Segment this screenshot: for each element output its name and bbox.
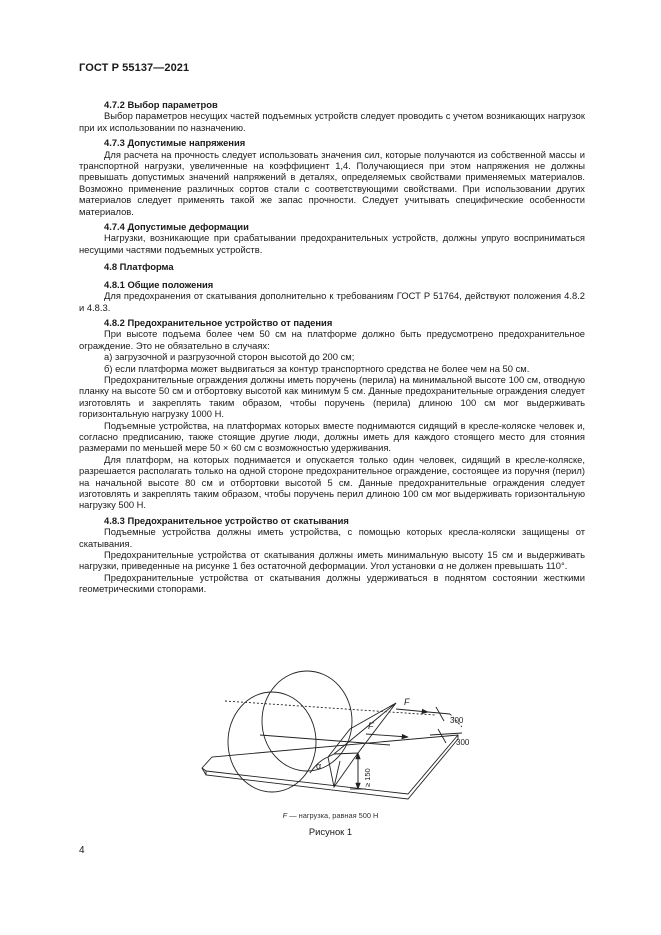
paragraph: Для расчета на прочность следует использовать значения сил, которые получаются из собственной массы и транспортной нагрузки, увеличенные на коэффициент 1,4. Получающиеся при этом напряжения не должны превышать допустимых значений напряжений в деталях, определяемых свойствами применяемых материалов. Возможно применение различных сортов стали с соответствующими свойствами. При использовании других материалов следует применять такой же запас прочности. Следует учитывать специфические особенности материалов.: [79, 148, 585, 217]
caption-text: — нагрузка, равная 500 Н: [287, 811, 379, 820]
paragraph: При высоте подъема более чем 50 см на платформе должно быть предусмотрено предохранительное ограждение. Это не обязательно в случаях:: [79, 328, 585, 351]
document-body: [79, 95, 585, 595]
label-F-top: F: [404, 697, 410, 707]
label-alpha: α: [316, 761, 322, 771]
paragraph: Нагрузки, возникающие при срабатывании предохранительных устройств, должны упруго восприниматься несущими частями подъемных устройств.: [79, 232, 585, 255]
figure-1: [200, 665, 470, 815]
figure-caption: [0, 811, 661, 820]
paragraph: Для платформ, на которых поднимается и опускается только один человек, сидящий в кресле-коляске, разрешается располагать только на одной стороне предохранительное ограждение, состоящее из поручня (перил) на начальной высоте 80 см и отбортовки высотой 5 см. Данные предохранительные ограждения следует изготовлять и закреплять таким образом, чтобы поручень перил длиною 100 см мог выдерживать горизонтальную нагрузку 500 Н.: [79, 453, 585, 511]
document-header: ГОСТ Р 55137—2021: [79, 62, 190, 74]
list-item: б) если платформа может выдвигаться за контур транспортного средства не более чем на 50 см.: [104, 362, 530, 374]
section-heading: 4.8.3 Предохранительное устройство от скатывания: [104, 514, 349, 526]
figure-1-drawing: [200, 665, 470, 815]
label-F-bottom: F: [368, 721, 374, 731]
section-heading: 4.7.3 Допустимые напряжения: [104, 137, 246, 149]
page-number: 4: [79, 845, 85, 856]
dim-150: ≥ 150: [363, 768, 372, 787]
paragraph: Для предохранения от скатывания дополнительно к требованиям ГОСТ Р 51764, действуют положения 4.8.2 и 4.8.3.: [79, 290, 585, 313]
caption-symbol: F: [282, 811, 288, 820]
section-heading: 4.7.4 Допустимые деформации: [104, 221, 249, 233]
section-heading: 4.8.2 Предохранительное устройство от падения: [104, 316, 333, 328]
paragraph: Выбор параметров несущих частей подъемных устройств следует проводить с учетом возникающих нагрузок при их использовании по назначению.: [79, 110, 585, 133]
list-item: а) загрузочной и разгрузочной сторон высотой до 200 см;: [104, 351, 355, 363]
wheel-front: [228, 692, 316, 792]
stopper-flap: [328, 703, 396, 757]
paragraph: Подъемные устройства, на платформах которых вместе поднимаются сидящий в кресле-коляске человек и, согласно предписанию, также стоящие другие люди, должны иметь для каждого стоящего место для стояния размерами по меньшей мере 50 × 60 см с возможностью удерживания.: [79, 419, 585, 454]
paragraph: Подъемные устройства должны иметь устройства, с помощью которых кресла-коляски защищены от скатывания.: [79, 526, 585, 549]
paragraph: Предохранительные устройства от скатывания должны удерживаться в поднятом состоянии жесткими геометрическими стопорами.: [79, 571, 585, 595]
section-heading: 4.7.2 Выбор параметров: [104, 99, 218, 110]
section-heading: 4.8.1 Общие положения: [104, 278, 214, 290]
dim-300-top: 300: [450, 716, 464, 725]
paragraph: Предохранительные устройства от скатывания должны иметь минимальную высоту 15 см и выдерживать нагрузки, приведенные на рисунке 1 без остаточной деформации. Угол установки α не должен превышать 110°.: [79, 549, 585, 572]
wheel-back: [262, 671, 352, 771]
dim-300-bottom: 300: [456, 738, 470, 747]
section-title: 4.8 Платформа: [104, 261, 174, 273]
paragraph: Предохранительные ограждения должны иметь поручень (перила) на минимальной высоте 100 см, отводную планку на высоте 50 см и отбортовку высотой как минимум 5 см. Данные предохранительные ограждения следует изготовлять и закреплять таким образом, чтобы поручень (перила) длиною 100 см мог выдерживать горизонтальную нагрузку 1000 Н.: [79, 373, 585, 420]
figure-title: Рисунок 1: [308, 826, 353, 837]
